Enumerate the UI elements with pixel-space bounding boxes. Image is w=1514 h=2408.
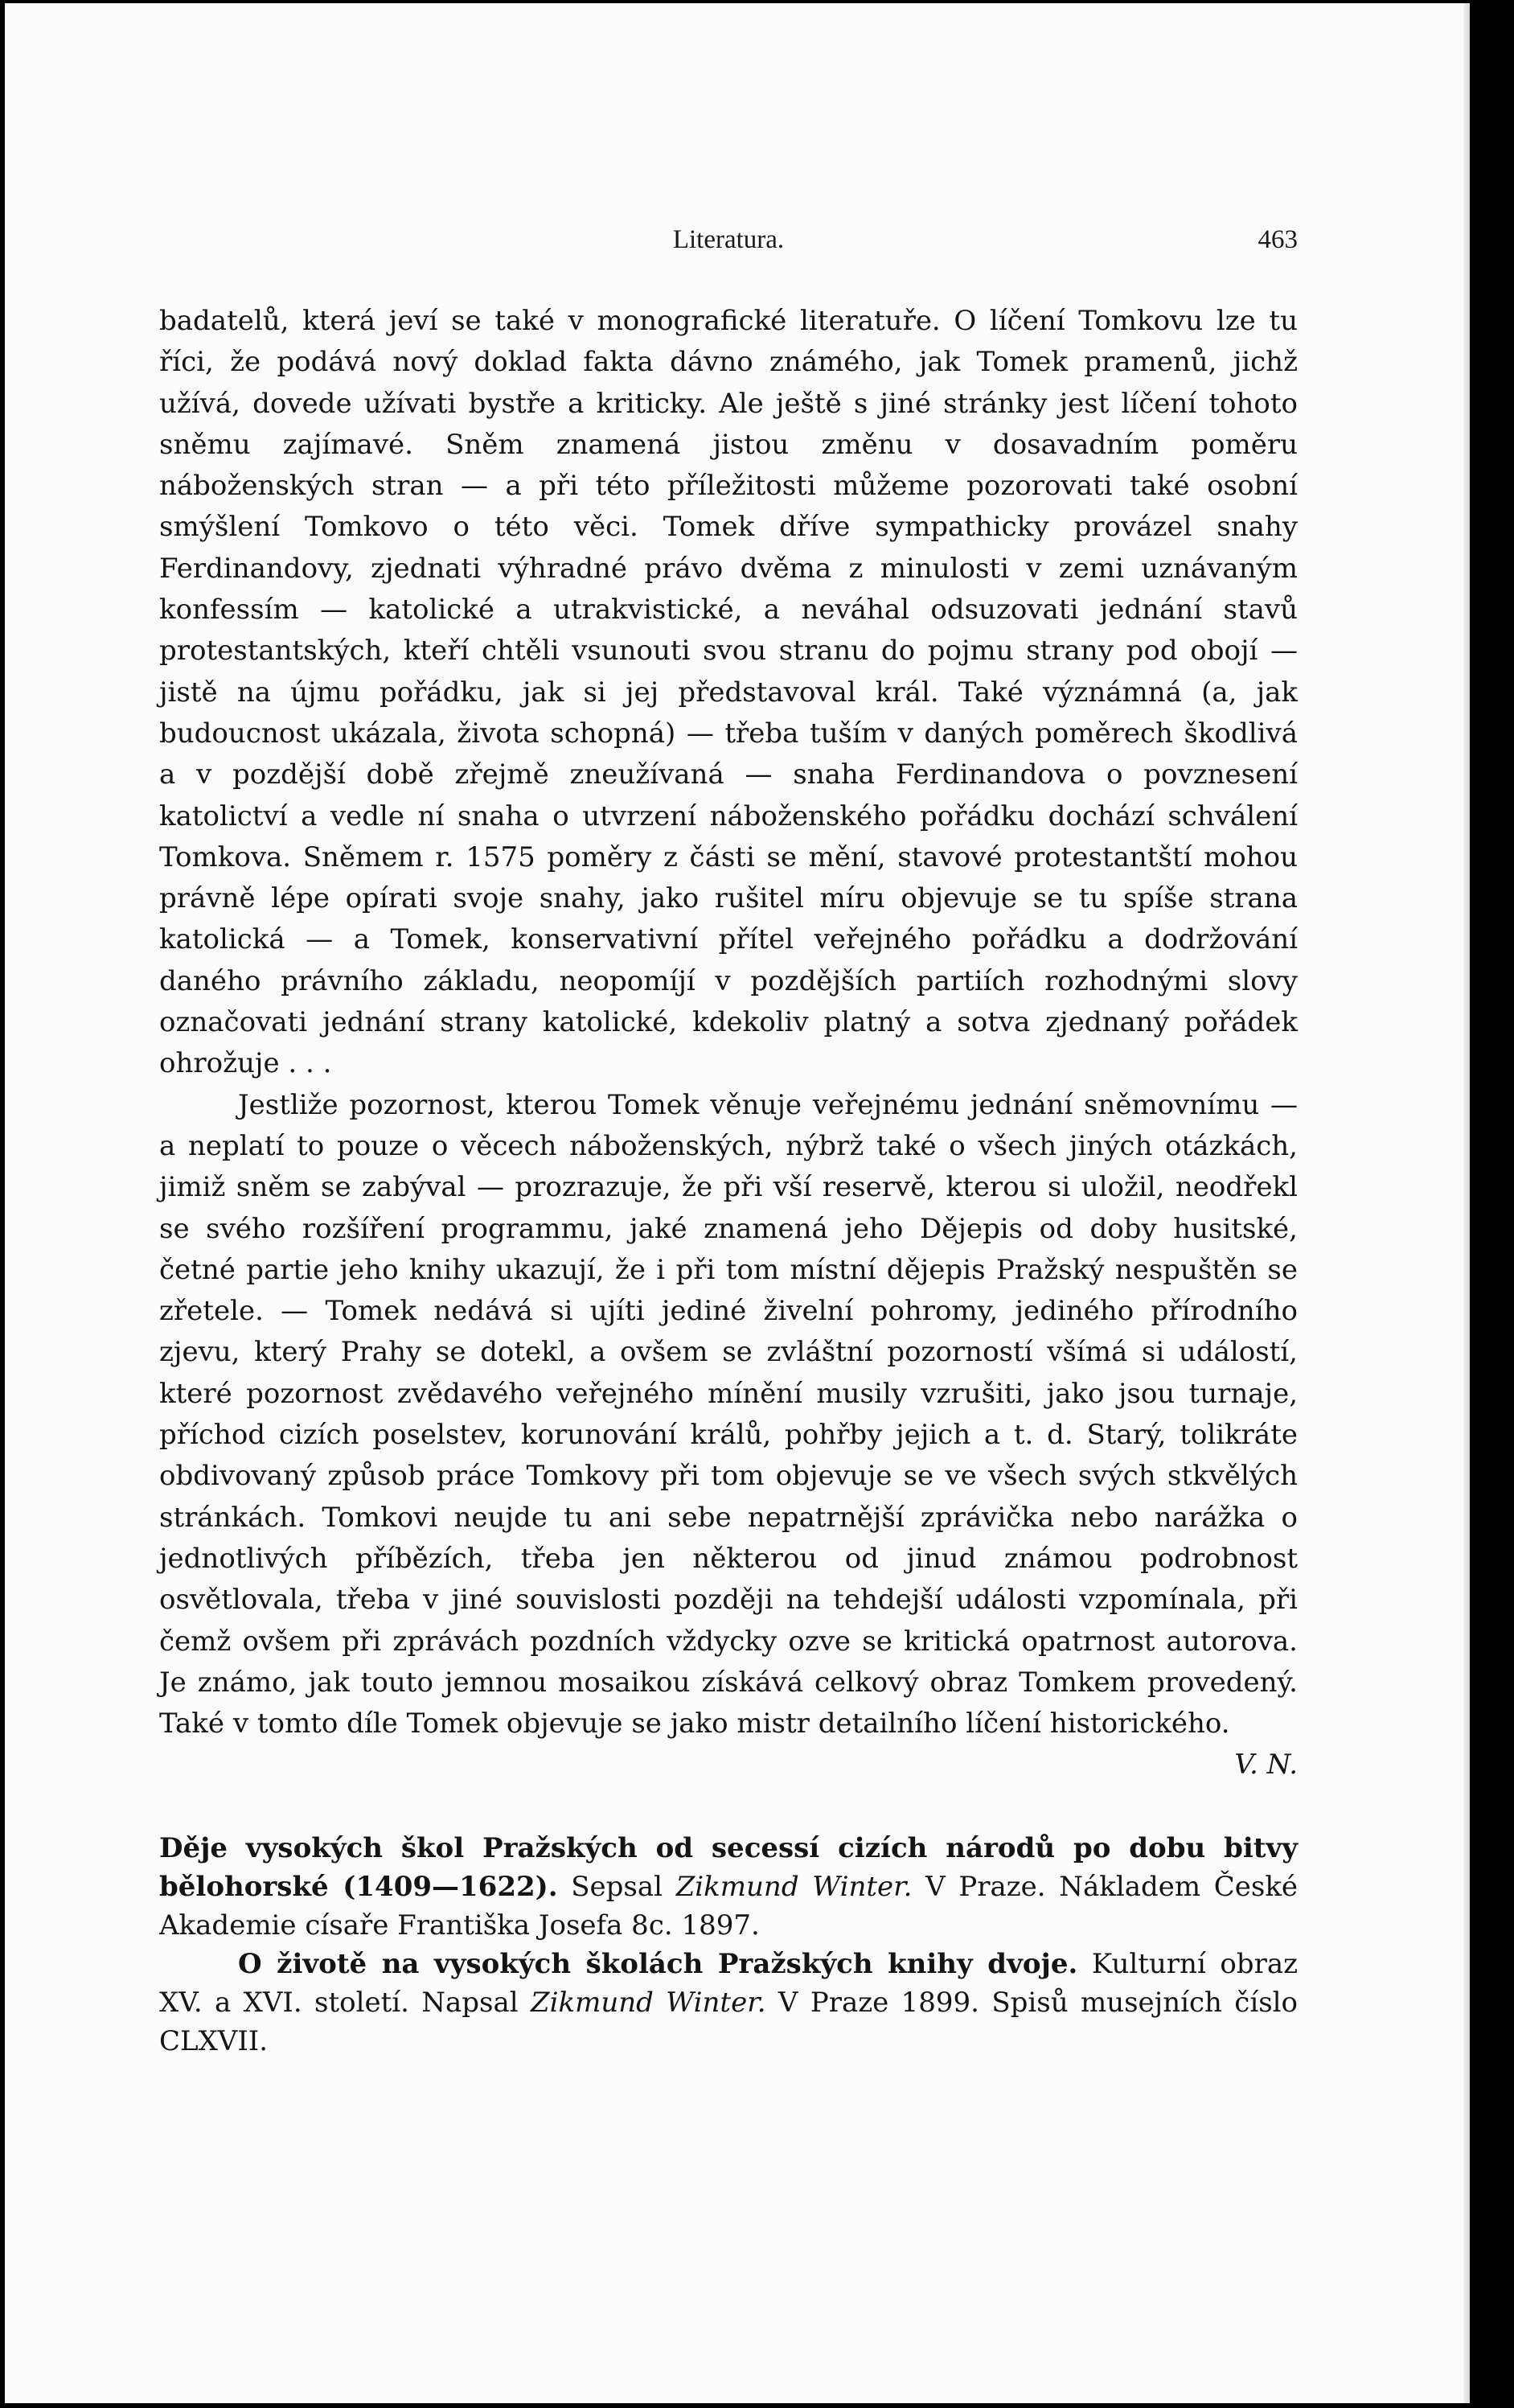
entry-2-title: O životě na vysokých školách Pražských knihy dvoje. <box>238 1948 1078 1980</box>
entry-1-pre-author: Sepsal <box>571 1871 663 1903</box>
review-entry-1 <box>159 1829 1298 1945</box>
page <box>5 3 1470 2403</box>
entry-2-publisher: V Praze 1899. Spisů musejních číslo CLXVII. <box>159 1987 1299 2057</box>
entry-2-description: Kulturní obraz XV. a XVI. století. Napsal <box>159 1948 1299 2019</box>
entry-2-author: Zikmund Winter. <box>531 1987 766 2019</box>
review-entry-2 <box>159 1945 1298 2061</box>
main-text <box>159 301 1298 1786</box>
entry-1-author: Zikmund Winter. <box>675 1871 913 1903</box>
signature: V. N. <box>1234 1748 1298 1781</box>
page-edge-shadow <box>1463 3 1470 2403</box>
header-title: Literatura. <box>672 225 785 254</box>
paragraph-1: badatelů, která jeví se také v monografické literatuře. O líčení Tomkovu lze tu říci, že podává nový doklad fakta dávno známého, jak Tomek pramenů, jichž užívá, dovede užívati bystře a kriticky. Ale ještě s jiné stránky jest líčení tohoto sněmu zajímavé. Sněm znamená jistou změnu v dosavadním poměru náboženských stran — a při této příležitosti můžeme pozorovati také osobní smýšlení Tomkovo o této věci. Tomek dříve sympathicky provázel snahy Ferdinandovy, zjednati výhradné právo dvěma z minulosti v zemi uznávaným konfessím — katolické a utrakvistické, a neváhal odsuzovati jednání stavů protestantských, kteří chtěli vsunouti svou stranu do pojmu strany pod obojí — jistě na újmu pořádku, jak si jej představoval král. Také význámná (a, jak budoucnost ukázala, života schopná) — třeba tuším v daných poměrech škodlivá a v pozdější době zřejmě zneužívaná — snaha Ferdinandova o povznesení katolictví a vedle ní snaha o utvrzení náboženského pořádku dochází schválení Tomkova. Sněmem r. 1575 poměry z části se mění, stavové protestantští mohou právně lépe opírati svoje snahy, jako rušitel míru objevuje se tu spíše strana katolická — a Tomek, konservativní přítel veřejného pořádku a dodržování daného právního základu, neopomíjí v pozdějších partiích rozhodnými slovy označovati jednání strany katolické, kdekoliv platný a sotva zjednaný pořádek ohrožuje . . . <box>159 305 1298 1080</box>
running-header <box>159 225 1298 264</box>
new-review <box>159 1829 1298 2061</box>
paragraph-2: Jestliže pozornost, kterou Tomek věnuje veřejnému jednání sněmovnímu — a neplatí to pouze o věcech náboženských, nýbrž také o všech jiných otázkách, jimiž sněm se zabýval — prozrazuje, že při vší reservě, kterou si uložil, neodřekl se svého rozšíření programmu, jaké znamená jeho Dějepis od doby husitské, četné partie jeho knihy ukazují, že i při tom místní dějepis Pražský nespuštěn se zřetele. — Tomek nedává si ujíti jediné živelní pohromy, jediného přírodního zjevu, který Prahy se dotekl, a ovšem se zvláštní pozorností všímá si událostí, které pozornost zvědavého veřejného mínění musily vzrušiti, jako jsou turnaje, příchod cizích poselstev, korunování králů, pohřby jejich a t. d. Starý, tolikráte obdivovaný způsob práce Tomkovy při tom objevuje se ve všech svých stkvělých stránkách. Tomkovi neujde tu ani sebe nepatrnější zprávička nebo narážka o jednotlivých příbězích, třeba jen některou od jinud známou podrobnost osvětlovala, třeba v jiné souvislosti později na tehdejší události vzpomínala, při čemž ovšem při zprávách pozdních vždycky ozve se kritická opatrnost autorova. Je známo, jak touto jemnou mosaikou získává celkový obraz Tomkem provedený. Také v tomto díle Tomek objevuje se jako mistr detailního líčení historického. <box>159 1088 1298 1740</box>
page-number: 463 <box>1258 225 1298 254</box>
entry-1-publisher: V Praze. Nákladem České Akademie císaře Františka Josefa 8c. 1897. <box>159 1871 1299 1942</box>
entry-1-title: Děje vysokých škol Pražských od secessí cizích národů po dobu bitvy bělohorské (1409—1622). <box>159 1832 1298 1903</box>
